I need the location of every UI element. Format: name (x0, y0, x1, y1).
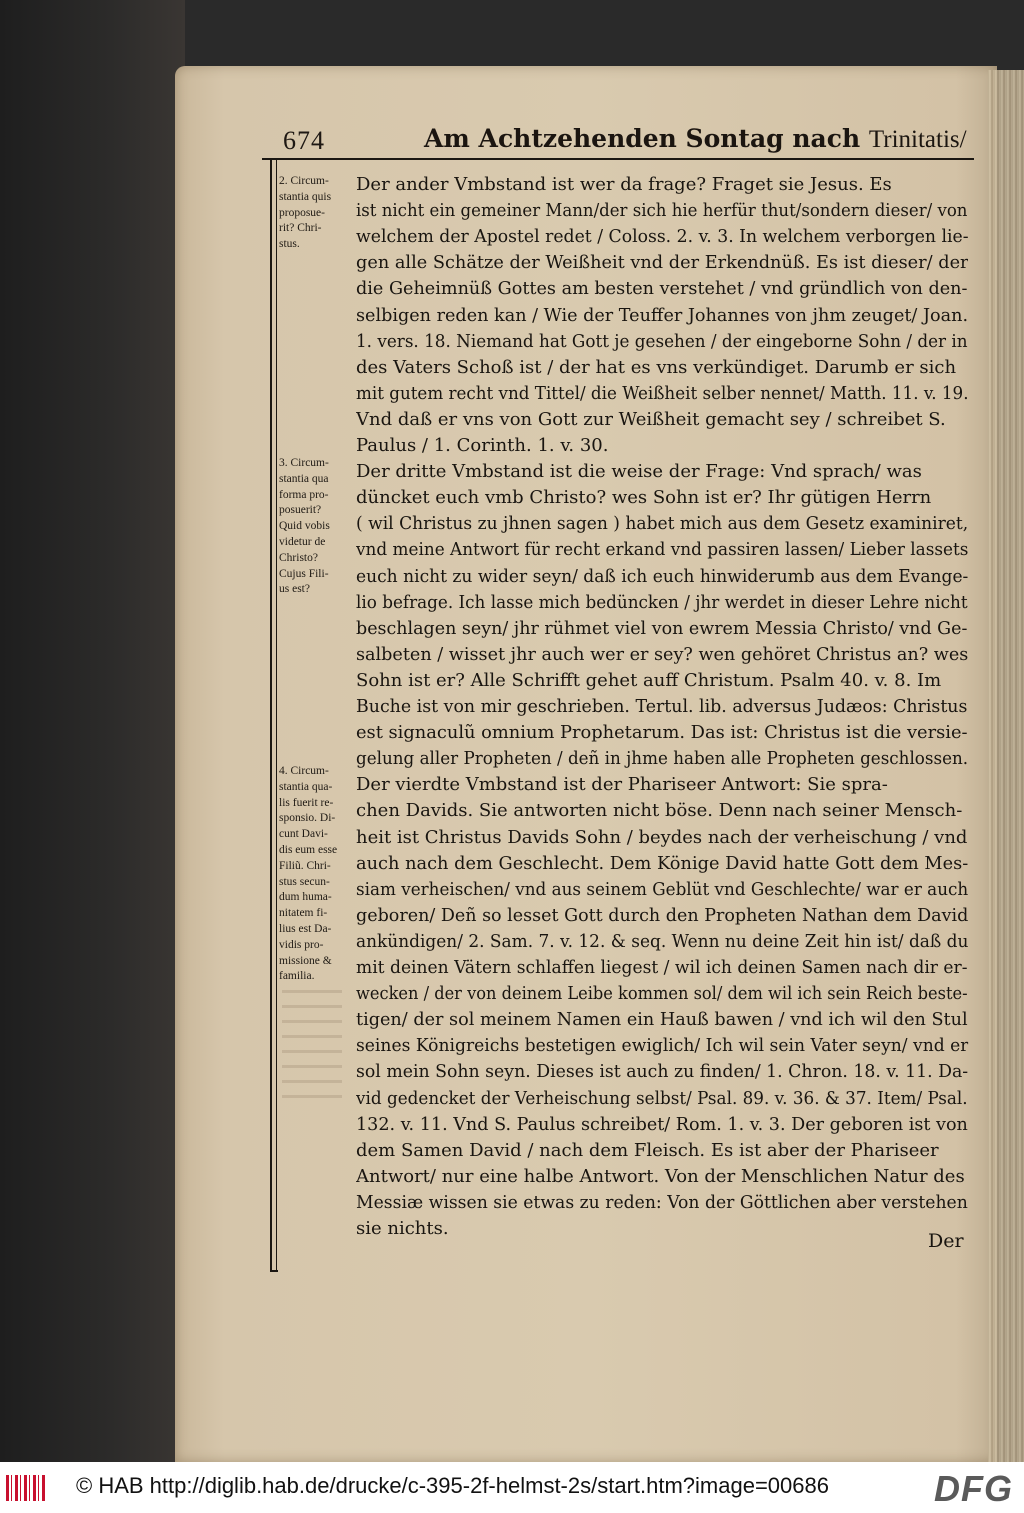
text-line: ist nicht ein gemeiner Mann/der sich hie herfür thut/sondern dieser/ von (356, 202, 968, 221)
text-line: chen Davids. Sie antworten nicht böse. Denn nach seiner Mensch- (356, 802, 963, 821)
text-line: euch nicht zu wider seyn/ daß ich euch hinwiderumb aus dem Evange- (356, 567, 969, 586)
text-line: düncket euch vmb Christo? wes Sohn ist er? Ihr gütigen Herrn (356, 489, 932, 508)
text-line: Buche ist von mir geschrieben. Tertul. lib. adversus Judæos: Christus (356, 698, 968, 716)
header-rule (262, 158, 974, 160)
book-spine-shadow (0, 0, 185, 1462)
text-line: vnd meine Antwort für recht erkand vnd passiren lassen/ Lieber lassets (356, 541, 969, 560)
barcode-icon (6, 1475, 46, 1501)
text-line: Paulus / 1. Corinth. 1. v. 30. (356, 437, 609, 455)
text-line: Der dritte Vmbstand ist die weise der Frage: Vnd sprach/ was (356, 463, 922, 482)
running-title (424, 124, 967, 154)
viewer-footer (0, 1462, 1024, 1513)
dfg-logo: DFG (934, 1468, 1013, 1509)
text-line: ( wil Christus zu jhnen sagen ) habet mich aus dem Gesetz examiniret, (356, 515, 969, 534)
margin-rule (270, 160, 272, 1272)
text-line: est signaculũ omnium Prophetarum. Das ist: Christus ist die versie- (356, 724, 968, 743)
text-line: beschlagen seyn/ jhr rühmet viel von ewrem Messia Christo/ vnd Ge- (356, 619, 968, 638)
text-line: mit deinen Vätern schlaffen liegest / wil ich deinen Samen nach dir er- (356, 959, 968, 977)
text-line: lio befrage. Ich lasse mich bedüncken / jhr werdet in dieser Lehre nicht (356, 593, 968, 612)
text-line: Der ander Vmbstand ist wer da frage? Fraget sie Jesus. Es (356, 176, 892, 194)
text-line: Der vierdte Vmbstand ist der Phariseer Antwort: Sie spra- (356, 776, 888, 795)
text-line: geboren/ Deñ so lesset Gott durch den Propheten Nathan dem David (356, 906, 969, 925)
source-url[interactable]: © HAB http://diglib.hab.de/drucke/c-395-2f-helmst-2s/start.htm?image=00686 (76, 1473, 829, 1498)
text-line: sie nichts. (356, 1220, 449, 1238)
running-title-latin: Trinitatis/ (868, 126, 967, 153)
text-line: Messiæ wissen sie etwas zu reden: Von der Göttlichen aber verstehen (356, 1193, 968, 1212)
text-line: Sohn ist er? Alle Schrifft gehet auff Christum. Psalm 40. v. 8. Im (356, 671, 942, 690)
text-line: ankündigen/ 2. Sam. 7. v. 12. & seq. Wenn nu deine Zeit hin ist/ daß du (356, 932, 969, 951)
text-line: mit gutem recht vnd Tittel/ die Weißheit selber nennet/ Matth. 11. v. 19. (356, 384, 969, 403)
margin-note-3: 3. Circum- stantia qua forma pro- posuerit? Quid vobis videtur de Christo? Cujus Fili- us est? (279, 457, 330, 596)
text-line: 132. v. 11. Vnd S. Paulus schreibet/ Rom. 1. v. 3. Der geboren ist von (356, 1115, 968, 1134)
text-line: 1. vers. 18. Niemand hat Gott je gesehen / der eingeborne Sohn / der in (356, 332, 968, 351)
catchword: Der (928, 1230, 964, 1252)
text-line: siam verheischen/ vnd aus seinem Geblüt vnd Geschlechte/ war er auch (356, 880, 969, 899)
text-line: heit ist Christus Davids Sohn / beydes nach der verheischung / vnd (356, 828, 968, 847)
margin-note-4: 4. Circum- stantia qua- lis fuerit re- sponsio. Di- cunt Davi- dis eum esse Filiũ. Chri- stus secun- dum huma- nitatem fi- lius est Da- vidis pro- missione & familia. (279, 765, 338, 983)
text-line: auch nach dem Geschlecht. Dem Könige David hatte Gott dem Mes- (356, 854, 968, 873)
margin-rule-inner (276, 160, 277, 1272)
page-number: 674 (283, 126, 325, 155)
text-line: gelung aller Propheten / deñ in jhme haben alle Propheten geschlossen. (356, 750, 968, 769)
bottom-rule (270, 1270, 278, 1272)
show-through-notes (282, 990, 342, 1110)
page-edges (988, 70, 1024, 1462)
text-line: vid gedencket der Verheischung selbst/ Psal. 89. v. 36. & 37. Item/ Psal. (356, 1089, 968, 1108)
text-line: wecken / der von deinem Leibe kommen sol/ dem wil ich sein Reich beste- (356, 985, 968, 1004)
text-line: Antwort/ nur eine halbe Antwort. Von der Menschlichen Natur des (356, 1167, 965, 1186)
margin-note-2: 2. Circum- stantia quis proposue- rit? Chri- stus. (279, 175, 332, 251)
text-line: sol mein Sohn seyn. Dieses ist auch zu finden/ 1. Chron. 18. v. 11. Da- (356, 1063, 969, 1082)
text-line: Vnd daß er vns von Gott zur Weißheit gemacht sey / schreibet S. (356, 410, 946, 429)
text-line: tigen/ der sol meinem Namen ein Hauß bawen / vnd ich wil den Stul (356, 1011, 968, 1030)
text-line: welchem der Apostel redet / Coloss. 2. v. 3. In welchem verborgen lie- (356, 228, 969, 247)
text-line: dem Samen David / nach dem Fleisch. Es ist aber der Phariseer (356, 1141, 939, 1160)
text-line: selbigen reden kan / Wie der Teuffer Johannes von jhm zeuget/ Joan. (356, 306, 969, 325)
text-line: gen alle Schätze der Weißheit vnd der Erkendnüß. Es ist dieser/ der (356, 254, 969, 273)
text-line: seines Königreichs bestetigen ewiglich/ Ich wil sein Vater seyn/ vnd er (356, 1037, 969, 1056)
text-line: die Geheimnüß Gottes am besten verstehet / vnd gründlich von den- (356, 280, 968, 299)
text-line: des Vaters Schoß ist / der hat es vns verkündiget. Darumb er sich (356, 358, 957, 377)
running-title-german: Am Achtzehenden Sontag nach (424, 124, 861, 153)
text-line: salbeten / wisset jhr auch wer er sey? wen gehöret Christus an? wes (356, 645, 969, 664)
